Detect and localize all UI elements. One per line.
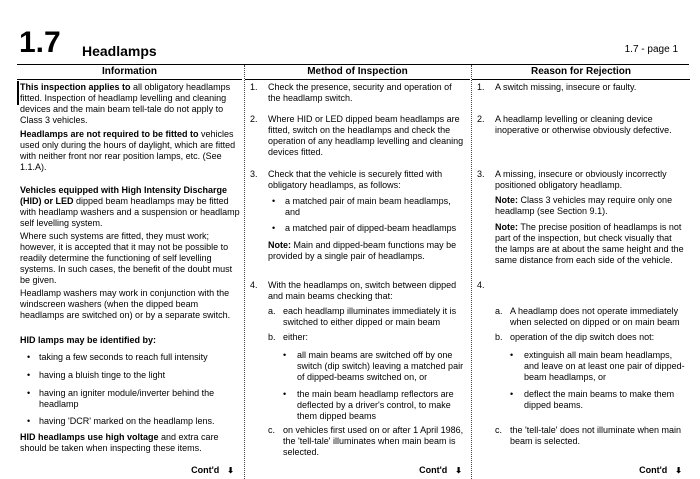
item-number: 4. [477, 280, 485, 290]
sub-item-label: c. [268, 425, 276, 435]
reason-header: Reason for Rejection [472, 65, 690, 80]
method-bullet: all main beams are switched off by one switch (dip switch) leaving a matched pair of dipped-beams switched on, or [297, 350, 464, 382]
info-paragraph: Where such systems are fitted, they must work; however, it is accepted that it may not be possible to readily determine the functioning of self levelling systems. In such cases, the benefit of the doubt must be given. [20, 231, 233, 285]
reason-bullet: extinguish all main beam headlamps, and leave on at least one pair of dipped-beam headlamps, or [524, 350, 685, 382]
bullet-icon: • [283, 350, 287, 360]
information-header: Information [17, 65, 242, 80]
method-step: With the headlamps on, switch between dipped and main beams checking that: [268, 280, 457, 301]
info-paragraph: Headlamp washers may work in conjunction with the windscreen washers (when the dipped beam headlamps are switched on) or by a separate switch. [20, 288, 231, 320]
down-arrow-icon: ⬇ [455, 466, 462, 475]
list-item: having 'DCR' marked on the headlamp lens. [39, 416, 215, 426]
method-bullet: a matched pair of main beam headlamps, and [285, 196, 451, 217]
info-paragraph: Vehicles equipped with High Intensity Discharge (HID) or LED dipped beam headlamps may be fitted with headlamp washers and a suspension or headlamp self levelling system. [20, 185, 240, 228]
down-arrow-icon: ⬇ [675, 466, 682, 475]
method-header: Method of Inspection [245, 65, 470, 80]
bullet-icon: • [510, 350, 514, 360]
inspection-table [17, 64, 689, 479]
method-column [244, 65, 470, 479]
item-number: 3. [477, 169, 485, 179]
sub-item-label: c. [495, 425, 503, 435]
section-number: 1.7 [19, 26, 61, 59]
info-paragraph: HID headlamps use high voltage and extra care should be taken when inspecting these items. [20, 432, 219, 453]
bullet-icon: • [27, 352, 31, 362]
method-step: Where HID or LED dipped beam headlamps are fitted, switch on the headlamps and check the operation of any headlamp levelling and cleaning devices fitted. [268, 114, 464, 157]
bullet-icon: • [272, 196, 276, 206]
rejection-reason: A switch missing, insecure or faulty. [495, 82, 637, 92]
reason-column [471, 65, 690, 479]
method-note: Note: Main and dipped-beam functions may be provided by a single pair of headlamps. [268, 240, 457, 261]
page-reference: 1.7 - page 1 [624, 44, 678, 55]
sub-item-label: a. [495, 306, 503, 316]
method-sub-step: either: [283, 332, 309, 342]
method-step: Check the presence, security and operation of the headlamp switch. [268, 82, 452, 103]
rejection-sub-reason: the 'tell-tale' does not illuminate when main beam is selected. [510, 425, 682, 446]
reason-note: Note: The precise position of headlamps is not part of the inspection, but check visually that the lamps are at about the same height and the same distance from each side of the vehicle. [495, 222, 684, 265]
rejection-sub-reason: operation of the dip switch does not: [510, 332, 655, 342]
rejection-reason: A missing, insecure or obviously incorrectly positioned obligatory headlamp. [495, 169, 667, 190]
list-item: having a bluish tinge to the light [39, 370, 166, 380]
bullet-icon: • [283, 389, 287, 399]
sub-item-label: b. [495, 332, 503, 342]
list-item: having an igniter module/inverter behind the headlamp [39, 388, 215, 409]
info-paragraph: Headlamps are not required to be fitted to vehicles used only during the hours of daylight, which are fitted with neither front nor rear position lamps, etc. (See 1.1.A). [20, 129, 236, 172]
rejection-sub-reason: A headlamp does not operate immediately when selected on dipped or on main beam [510, 306, 680, 327]
continued-label: Cont'd ⬇ [191, 465, 234, 475]
bullet-icon: • [27, 370, 31, 380]
info-paragraph: This inspection applies to all obligatory headlamps fitted. Inspection of headlamp levelling and cleaning devices and the main beam tell-tale do not apply to Class 3 vehicles. [20, 82, 231, 125]
method-bullet: the main beam headlamp reflectors are deflected by a driver's control, to make them dipped beams [297, 389, 454, 421]
reason-note: Note: Class 3 vehicles may require only one headlamp (see Section 9.1). [495, 195, 673, 216]
info-heading: HID lamps may be identified by: [20, 335, 157, 345]
reason-bullet: deflect the main beams to make them dipped beams. [524, 389, 675, 410]
sub-item-label: b. [268, 332, 276, 342]
item-number: 2. [477, 114, 485, 124]
continued-label: Cont'd ⬇ [419, 465, 462, 475]
item-number: 4. [250, 280, 258, 290]
item-number: 1. [250, 82, 258, 92]
method-bullet: a matched pair of dipped-beam headlamps [285, 223, 457, 233]
item-number: 1. [477, 82, 485, 92]
down-arrow-icon: ⬇ [227, 466, 234, 475]
bullet-icon: • [27, 416, 31, 426]
page-title: Headlamps [82, 43, 157, 59]
item-number: 3. [250, 169, 258, 179]
continued-label: Cont'd ⬇ [639, 465, 682, 475]
rejection-reason: A headlamp levelling or cleaning device inoperative or otherwise obviously defective. [495, 114, 672, 135]
change-bar [17, 81, 19, 105]
method-sub-step: each headlamp illuminates immediately it is switched to either dipped or main beam [283, 306, 457, 327]
method-step: Check that the vehicle is securely fitted with obligatory headlamps, as follows: [268, 169, 443, 190]
sub-item-label: a. [268, 306, 276, 316]
bullet-icon: • [272, 223, 276, 233]
method-sub-step: on vehicles first used on or after 1 April 1986, the 'tell-tale' illuminates when main beam is selected. [283, 425, 464, 457]
list-item: taking a few seconds to reach full intensity [39, 352, 208, 362]
information-column [17, 65, 242, 479]
item-number: 2. [250, 114, 258, 124]
bullet-icon: • [27, 388, 31, 398]
bullet-icon: • [510, 389, 514, 399]
